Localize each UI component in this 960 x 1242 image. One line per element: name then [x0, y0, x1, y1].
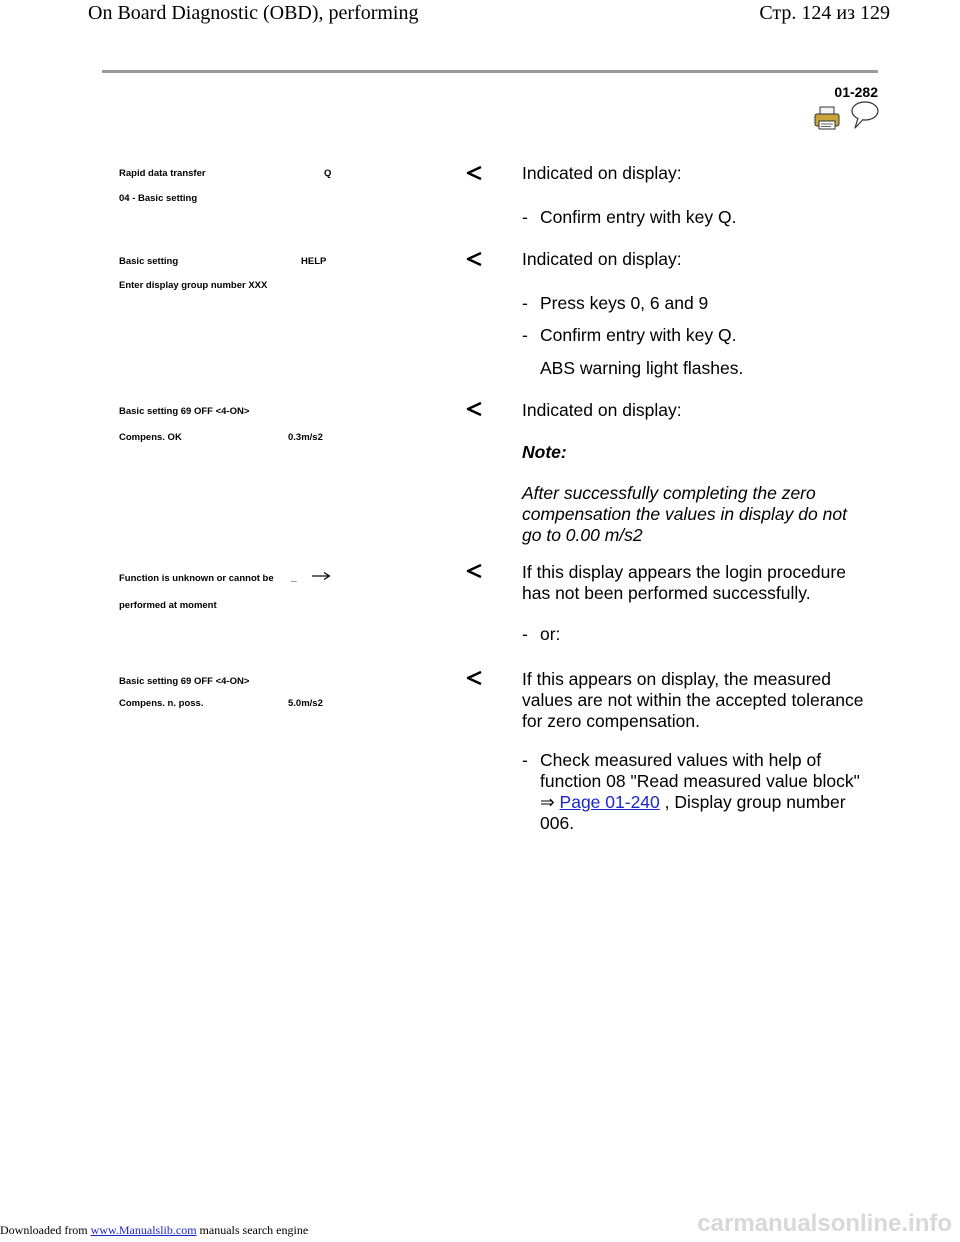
display-line: Enter display group number XXX — [119, 280, 268, 291]
display-line: Q — [324, 168, 332, 179]
list-bullet: - — [522, 293, 528, 313]
chevron-left-icon — [466, 251, 482, 267]
step-text: Confirm entry with key Q. — [540, 207, 737, 227]
right-arrow-icon — [311, 571, 331, 581]
display-line: 04 - Basic setting — [119, 193, 198, 204]
display-line: 5.0m/s2 — [288, 698, 323, 709]
page-link[interactable]: Page 01-240 — [559, 792, 660, 812]
step-item — [522, 750, 862, 834]
step-item — [522, 207, 862, 228]
list-bullet: - — [522, 750, 528, 770]
footer-link[interactable]: www.Manualslib.com — [90, 1223, 197, 1237]
abs-warning-text: ABS warning light flashes. — [540, 358, 744, 378]
printer-icon[interactable] — [814, 106, 840, 130]
step-item — [522, 325, 862, 346]
chevron-left-icon — [466, 670, 482, 686]
footer-download-note — [0, 1223, 308, 1238]
display-line: Basic setting 69 OFF <4-ON> — [119, 676, 250, 687]
note-heading: Note: — [522, 442, 567, 462]
display-line: Compens. n. poss. — [119, 698, 204, 709]
tolerance-text: If this appears on display, the measured values are not within the accepted tolerance for zero compensation. — [522, 669, 864, 731]
speech-bubble-icon[interactable] — [846, 100, 880, 130]
indicated-text: Indicated on display: — [522, 249, 682, 269]
step-text: or: — [540, 624, 561, 644]
chevron-left-icon — [466, 165, 482, 181]
step-text: , Display group number 006. — [540, 792, 846, 833]
display-line: HELP — [301, 256, 327, 267]
step-item — [522, 624, 862, 645]
page-indicator: Стр. 124 из 129 — [759, 2, 890, 24]
cursor-mark: _ — [291, 572, 297, 583]
step-item — [522, 293, 862, 314]
display-line: performed at moment — [119, 600, 217, 611]
indicated-text: Indicated on display: — [522, 163, 682, 183]
display-line: Compens. OK — [119, 432, 182, 443]
document-title: On Board Diagnostic (OBD), performing — [88, 2, 419, 24]
list-bullet: - — [522, 325, 528, 345]
list-bullet: - — [522, 207, 528, 227]
check-values-step — [540, 750, 862, 834]
note-text: After successfully completing the zero compensation the values in display do not go to 0.00 m/s2 — [522, 483, 847, 545]
footer-suffix: manuals search engine — [199, 1223, 309, 1237]
login-fail-text: If this display appears the login procedure has not been performed successfully. — [522, 562, 846, 603]
display-line: Basic setting — [119, 256, 179, 267]
chevron-left-icon — [466, 401, 482, 417]
page-number: 01-282 — [834, 84, 878, 100]
list-bullet: - — [522, 624, 528, 644]
indicated-text: Indicated on display: — [522, 400, 682, 420]
header-divider — [102, 70, 878, 73]
watermark: carmanualsonline.info — [697, 1210, 952, 1237]
chevron-left-icon — [466, 563, 482, 579]
footer-prefix: Downloaded from — [0, 1223, 88, 1237]
display-line: Function is unknown or cannot be — [119, 573, 274, 584]
display-line: Rapid data transfer — [119, 168, 206, 179]
step-text: Check measured values with help of function 08 "Read measured value block" — [540, 750, 860, 791]
step-text: Confirm entry with key Q. — [540, 325, 737, 345]
display-line: Basic setting 69 OFF <4-ON> — [119, 406, 250, 417]
display-line: 0.3m/s2 — [288, 432, 323, 443]
reference-arrow: ⇒ — [540, 792, 555, 812]
step-text: Press keys 0, 6 and 9 — [540, 293, 709, 313]
